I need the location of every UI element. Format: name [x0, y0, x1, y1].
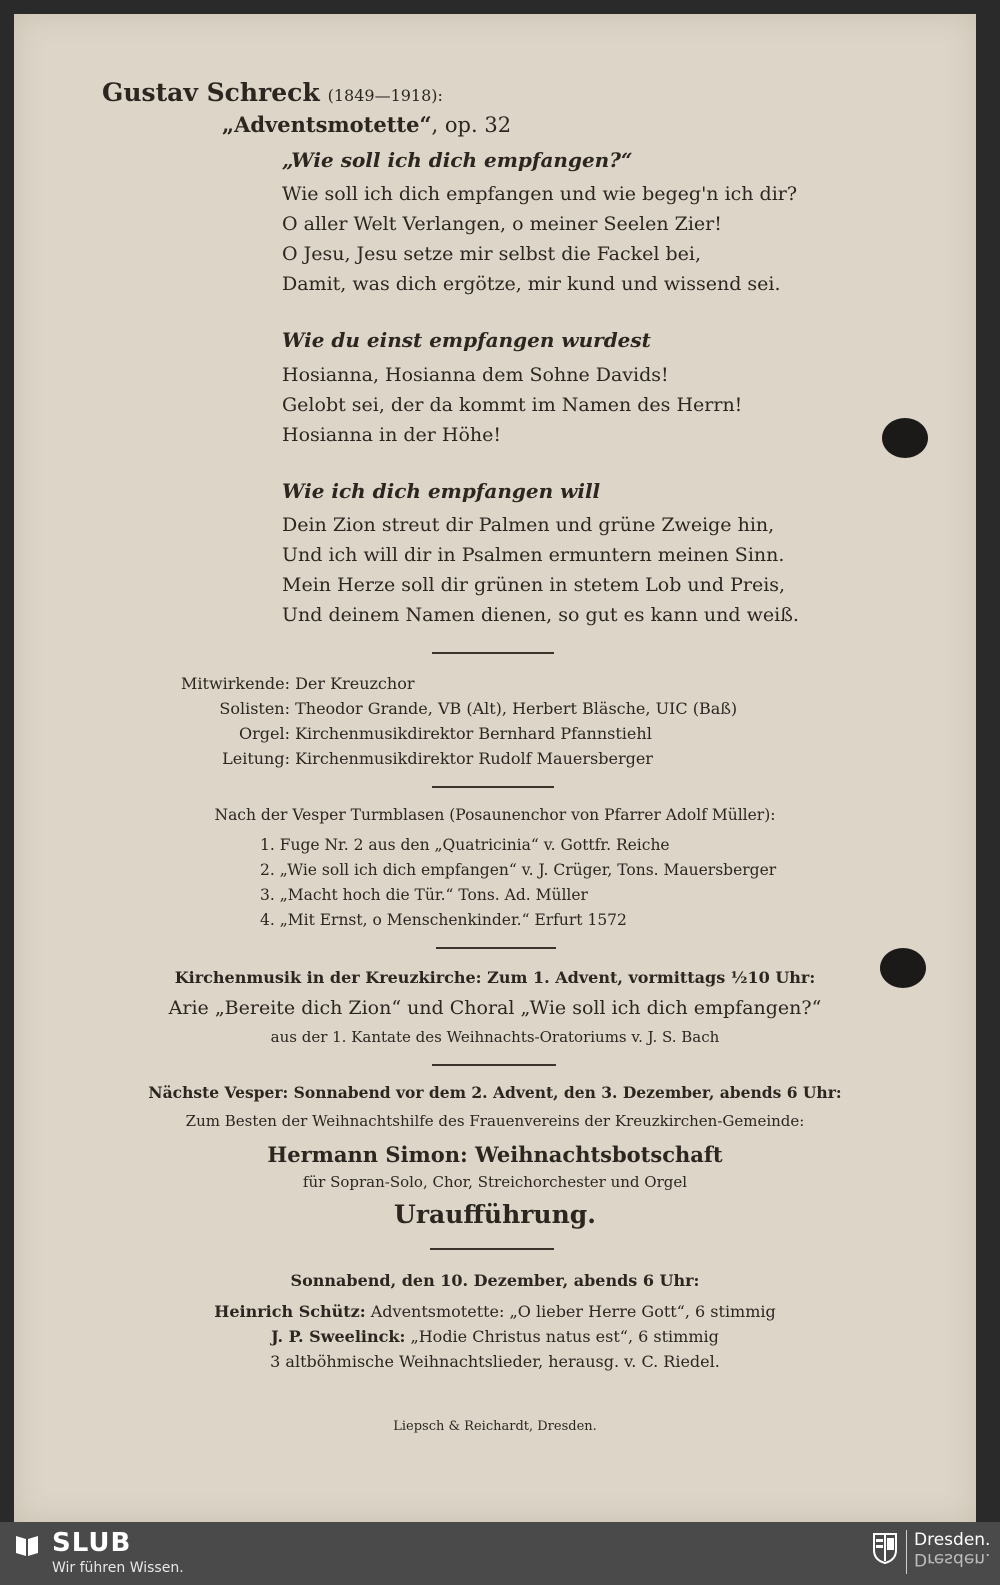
program-sheet — [14, 14, 976, 1522]
verse-line: Mein Herze soll dir grünen in stetem Lob und Preis, — [282, 574, 786, 596]
verse-line: Damit, was dich ergötze, mir kund und wissend sei. — [282, 273, 781, 295]
work-opus: , op. 32 — [431, 113, 512, 137]
city-reflection: Dresden. — [914, 1549, 991, 1569]
divider — [432, 652, 554, 654]
section-title: „Wie soll ich dich empfangen?“ — [282, 148, 633, 172]
section-title: Wie du einst empfangen wurdest — [282, 328, 651, 352]
divider — [436, 947, 556, 949]
december-item — [14, 1302, 976, 1321]
performer-label: Orgel: — [239, 724, 290, 743]
verse-line: Hosianna, Hosianna dem Sohne Davids! — [282, 364, 669, 386]
verse-line: O aller Welt Verlangen, o meiner Seelen Zier! — [282, 213, 722, 235]
performer-line — [160, 674, 414, 693]
slub-home-link[interactable]: SLUB — [52, 1528, 132, 1558]
divider — [430, 1248, 554, 1250]
december-item — [14, 1352, 976, 1371]
punch-hole — [882, 418, 928, 458]
performer-line — [160, 749, 653, 768]
book-icon — [14, 1532, 40, 1558]
composer-line — [102, 78, 443, 107]
composer-dates: (1849—1918): — [327, 86, 443, 105]
performer-line — [160, 724, 652, 743]
church-music-line: Arie „Bereite dich Zion“ und Choral „Wie soll ich dich empfangen?“ — [168, 997, 822, 1019]
december-composer: Heinrich Schütz: — [214, 1302, 366, 1321]
printer-imprint: Liepsch & Reichardt, Dresden. — [393, 1419, 597, 1434]
divider — [432, 786, 554, 788]
slub-tagline: Wir führen Wissen. — [52, 1560, 184, 1576]
next-vesper-heading: Nächste Vesper: Sonnabend vor dem 2. Advent, den 3. Dezember, abends 6 Uhr: — [148, 1083, 842, 1102]
performer-value: Theodor Grande, VB (Alt), Herbert Bläsche, UIC (Baß) — [295, 699, 738, 718]
verse-line: Wie soll ich dich empfangen und wie begeg'n ich dir? — [282, 183, 798, 205]
tower-item: 3. „Macht hoch die Tür.“ Tons. Ad. Müller — [260, 886, 588, 904]
performer-value: Kirchenmusikdirektor Bernhard Pfannstiehl — [295, 724, 652, 743]
next-vesper-work: Hermann Simon: Weihnachtsbotschaft — [267, 1142, 723, 1167]
footer-bar — [0, 1522, 1000, 1585]
section-title: Wie ich dich empfangen will — [282, 479, 601, 503]
performer-value: Kirchenmusikdirektor Rudolf Mauersberger — [295, 749, 653, 768]
december-text: 3 altböhmische Weihnachtslieder, herausg. v. C. Riedel. — [270, 1352, 720, 1371]
footer-separator — [906, 1530, 907, 1574]
december-item — [14, 1327, 976, 1346]
december-text: „Hodie Christus natus est“, 6 stimmig — [410, 1327, 719, 1346]
church-music-source: aus der 1. Kantate des Weihnachts-Oratoriums v. J. S. Bach — [270, 1028, 720, 1046]
december-heading: Sonnabend, den 10. Dezember, abends 6 Uhr: — [290, 1271, 700, 1290]
tower-heading: Nach der Vesper Turmblasen (Posaunenchor von Pfarrer Adolf Müller): — [214, 806, 776, 824]
verse-line: Hosianna in der Höhe! — [282, 424, 502, 446]
performer-line — [160, 699, 737, 718]
performer-label: Leitung: — [222, 749, 290, 768]
work-line — [222, 112, 511, 137]
verse-line: Dein Zion streut dir Palmen und grüne Zweige hin, — [282, 514, 775, 536]
work-title: „Adventsmotette“ — [222, 112, 432, 137]
verse-line: Gelobt sei, der da kommt im Namen des Herrn! — [282, 394, 743, 416]
tower-item: 2. „Wie soll ich dich empfangen“ v. J. Crüger, Tons. Mauersberger — [260, 861, 777, 879]
divider — [432, 1064, 556, 1066]
performer-label: Solisten: — [219, 699, 290, 718]
verse-line: Und deinem Namen dienen, so gut es kann und weiß. — [282, 604, 799, 626]
city-link[interactable]: Dresden. — [914, 1530, 991, 1550]
performer-label: Mitwirkende: — [181, 674, 290, 693]
performer-value: Der Kreuzchor — [295, 674, 415, 693]
verse-line: Und ich will dir in Psalmen ermuntern meinen Sinn. — [282, 544, 785, 566]
verse-line: O Jesu, Jesu setze mir selbst die Fackel bei, — [282, 243, 702, 265]
composer-name: Gustav Schreck — [102, 78, 320, 107]
premiere-label: Uraufführung. — [394, 1200, 596, 1229]
december-text: Adventsmotette: „O lieber Herre Gott“, 6 stimmig — [370, 1302, 776, 1321]
church-music-heading: Kirchenmusik in der Kreuzkirche: Zum 1. Advent, vormittags ½10 Uhr: — [174, 968, 816, 987]
next-vesper-scoring: für Sopran-Solo, Chor, Streichorchester und Orgel — [302, 1173, 688, 1191]
december-composer: J. P. Sweelinck: — [271, 1327, 406, 1346]
tower-item: 1. Fuge Nr. 2 aus den „Quatricinia“ v. Gottfr. Reiche — [260, 836, 670, 854]
tower-item: 4. „Mit Ernst, o Menschenkinder.“ Erfurt 1572 — [260, 911, 627, 929]
city-crest-icon — [872, 1532, 898, 1564]
next-vesper-benefit: Zum Besten der Weihnachtshilfe des Frauenvereins der Kreuzkirchen-Gemeinde: — [185, 1112, 805, 1130]
